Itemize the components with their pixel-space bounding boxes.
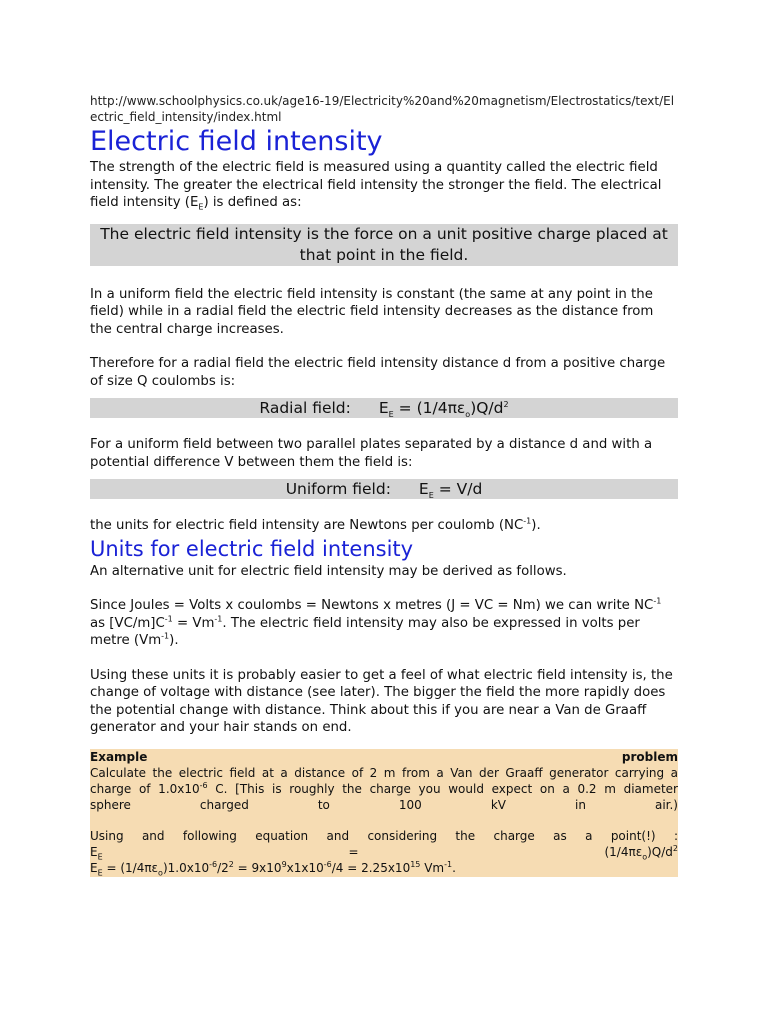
uniform-lead-paragraph: For a uniform field between two parallel plates separated by a distance d and with a potential difference V between them the field is: — [90, 437, 653, 470]
example-line-3: sphere charged to 100 kV in air.) — [90, 797, 678, 812]
radial-formula-box: Radial field: $E_E = (1/4\pi\varepsilon_o)Q/d^2$ — [90, 398, 678, 418]
section-heading-units: Units for electric field intensity — [90, 536, 414, 561]
definition-box: The electric field intensity is the force on a unit positive charge placed at that point in the field. — [90, 224, 678, 266]
feel-paragraph: Using these units it is probably easier to get a feel of what electric field intensity is, the change of voltage with distance (see later). The bigger the field the more rapidly does the potential change with distance. Think about this if you are near a Van de Graaff generator and your hair stands on end. — [90, 667, 673, 735]
example-header: Example problem — [90, 749, 678, 764]
example-line-5: $E_E = (1/4\pi\varepsilon_o)Q/d^2$ — [90, 843, 678, 861]
alt-unit-paragraph: An alternative unit for electric field intensity may be derived as follows. — [90, 563, 567, 579]
example-line-6: $E_E = (1/4\pi\varepsilon_o)1.0x10^{-6}/2^2 = 9x10^9x1x10^{-6}/4 = 2.25x10^{15}$ $Vm^{-1}$. — [90, 859, 456, 877]
intro-paragraph: The strength of the electric field is measured using a quantity called the electric field intensity. The greater the electrical field intensity the stronger the field. The electrical field intensity $(E_E)$ is defined as: — [90, 160, 662, 212]
uniform-formula-box: Uniform field: $E_E = V/d$ — [90, 479, 678, 499]
source-url: http://www.schoolphysics.co.uk/age16-19/Electricity%20and%20magnetism/Electrostatics/text/Electric_field_intensity/index.html — [90, 94, 675, 124]
example-problem-box — [90, 749, 678, 877]
example-line-1: Calculate the electric field at a distance of 2 m from a Van der Graaff generator carrying a — [90, 765, 678, 780]
units-line: the units for electric field intensity are Newtons per coulomb $(NC^{-1})$. — [90, 516, 541, 533]
uniform-radial-paragraph: In a uniform field the electric field intensity is constant (the same at any point in the field) while in a radial field the electric field intensity decreases as the distance from the central charge increases. — [90, 286, 654, 337]
document-content — [90, 93, 678, 877]
page-title: Electric field intensity — [90, 126, 383, 157]
example-line-4: Using and following equation and considering the charge as a point(!) : — [90, 828, 678, 843]
radial-lead-paragraph: Therefore for a radial field the electric field intensity distance d from a positive charge of size Q coulombs is: — [90, 356, 666, 389]
example-line-2: charge of $1.0x10^{-6}$ C. [This is roughly the charge you would expect on a 0.2 m diameter — [90, 780, 678, 796]
joules-paragraph: Since Joules = Volts x coulombs = Newtons x metres (J = VC = Nm) we can write $NC^{-1}$ as $[VC/m]C^{-1} = Vm^{-1}$. The electric field intensity may also be expressed in volts per metre $(Vm^{-1})$. — [90, 596, 662, 648]
